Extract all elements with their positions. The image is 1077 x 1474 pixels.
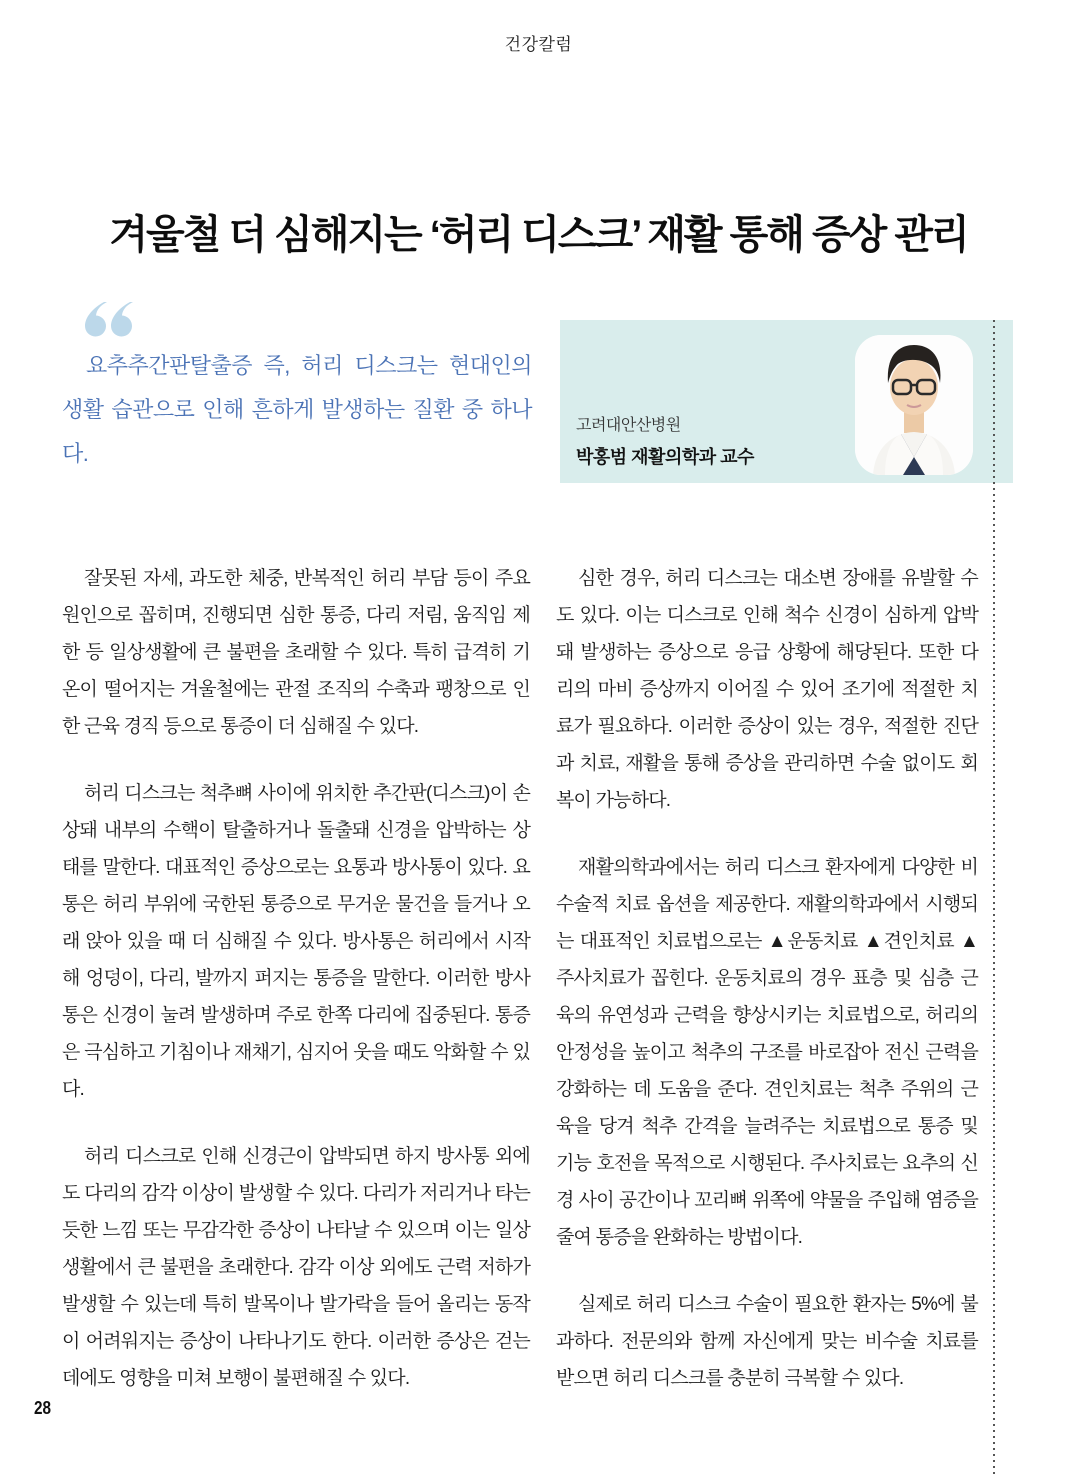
quote-text: 요추추간판탈출증 즉, 허리 디스크는 현대인의 생활 습관으로 인해 흔하게 발생하는 질환 중 하나다. [62,353,532,466]
doctor-portrait-icon [855,335,973,475]
body-left-column [62,560,530,1427]
author-name: 박홍범 재활의학과 교수 [576,447,754,467]
hospital-name: 고려대안산병원 [576,417,681,434]
paragraph: 심한 경우, 허리 디스크는 대소변 장애를 유발할 수도 있다. 이는 디스크로 인해 척수 신경이 심하게 압박돼 발생하는 증상으로 응급 상황에 해당된다. 또한 다리의 마비 증상까지 이어질 수 있어 조기에 적절한 치료가 필요하다. 이러한 증상이 있는 경우, 적절한 진단과 치료, 재활을 통해 증상을 관리하면 수술 없이도 회복이 가능하다. [556,568,978,811]
paragraph: 재활의학과에서는 허리 디스크 환자에게 다양한 비수술적 치료 옵션을 제공한다. 재활의학과에서 시행되는 대표적인 치료법으로는 ▲운동치료 ▲견인치료 ▲주사치료가 꼽힌다. 운동치료의 경우 표층 및 심층 근육의 유연성과 근력을 향상시키는 치료법으로, 허리의 안정성을 높이고 척추의 구조를 바로잡아 전신 근력을 강화하는 데 도움을 준다. 견인치료는 척추 주위의 근육을 당겨 척추 간격을 늘려주는 치료법으로 통증 및 기능 호전을 목적으로 시행된다. 주사치료는 요추의 신경 사이 공간이나 꼬리뼈 위쪽에 약물을 주입해 염증을 줄여 통증을 완화하는 방법이다. [556,857,978,1248]
page-header: 건강칼럼 [504,35,573,54]
paragraph: 잘못된 자세, 과도한 체중, 반복적인 허리 부담 등이 주요 원인으로 꼽히며, 진행되면 심한 통증, 다리 저림, 움직임 제한 등 일상생활에 큰 불편을 초래할 수 있다. 특히 급격히 기온이 떨어지는 겨울철에는 관절 조직의 수축과 팽창으로 인한 근육 경직 등으로 통증이 더 심해질 수 있다. [62,568,530,737]
page-number: 28 [34,1398,52,1418]
author-card [560,320,1013,483]
paragraph: 실제로 허리 디스크 수술이 필요한 환자는 5%에 불과하다. 전문의와 함께 자신에게 맞는 비수술 치료를 받으면 허리 디스크를 충분히 극복할 수 있다. [556,1294,978,1389]
paragraph: 허리 디스크로 인해 신경근이 압박되면 하지 방사통 외에도 다리의 감각 이상이 발생할 수 있다. 다리가 저리거나 타는 듯한 느낌 또는 무감각한 증상이 나타날 수 있으며 이는 일상생활에서 큰 불편을 초래한다. 감각 이상 외에도 근력 저하가 발생할 수 있는데 특히 발목이나 발가락을 들어 올리는 동작이 어려워지는 증상이 나타나기도 한다. 이러한 증상은 걷는 데에도 영향을 미쳐 보행이 불편해질 수 있다. [62,1146,530,1389]
author-info [576,412,754,469]
body-right-column [556,560,978,1427]
paragraph: 허리 디스크는 척추뼈 사이에 위치한 추간판(디스크)이 손상돼 내부의 수핵이 탈출하거나 돌출돼 신경을 압박하는 상태를 말한다. 대표적인 증상으로는 요통과 방사통이 있다. 요통은 허리 부위에 국한된 통증으로 무거운 물건을 들거나 오래 앉아 있을 때 더 심해질 수 있다. 방사통은 허리에서 시작해 엉덩이, 다리, 발까지 퍼지는 통증을 말한다. 이러한 방사통은 신경이 눌려 발생하며 주로 한쪽 다리에 집중된다. 통증은 극심하고 기침이나 재채기, 심지어 웃을 때도 악화할 수 있다. [62,783,530,1100]
article-body [62,560,978,1427]
pull-quote [62,300,532,476]
dotted-divider-line [993,320,995,1474]
doctor-photo [855,335,973,475]
double-quote-open-icon [82,300,136,338]
article-title: 겨울철 더 심해지는 ‘허리 디스크’ 재활 통해 증상 관리 [109,212,968,257]
